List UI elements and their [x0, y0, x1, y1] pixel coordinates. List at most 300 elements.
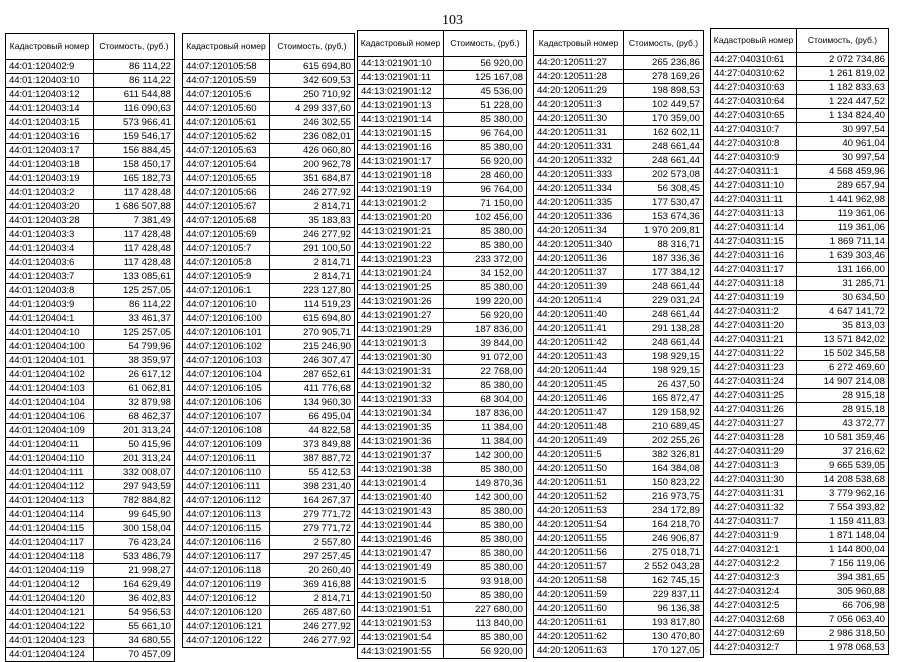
- cadastral-number: 44:01:120403:6: [6, 256, 94, 270]
- cadastral-number: 44:27:040311:14: [711, 221, 797, 235]
- cost-value: 68 304,00: [444, 393, 527, 407]
- table-row: [711, 165, 889, 179]
- cadastral-number: 44:13:021901:12: [358, 85, 444, 99]
- cost-value: 125 257,05: [94, 284, 175, 298]
- cadastral-number: 44:20:120511:60: [534, 602, 624, 616]
- table-row: [358, 281, 527, 295]
- cost-value: 297 257,45: [270, 550, 355, 564]
- cost-value: 291 100,50: [270, 242, 355, 256]
- table-body: [6, 60, 175, 662]
- cadastral-number: 44:01:120403:8: [6, 284, 94, 298]
- cadastral-number: 44:27:040311:24: [711, 375, 797, 389]
- cadastral-number: 44:01:120404:115: [6, 522, 94, 536]
- cadastral-number: 44:01:120404:123: [6, 634, 94, 648]
- table-row: [183, 130, 355, 144]
- cadastral-number: 44:13:021901:10: [358, 57, 444, 71]
- cost-value: 86 114,22: [94, 60, 175, 74]
- cost-value: 1 182 833,63: [797, 81, 889, 95]
- table-row: [534, 56, 704, 70]
- cost-value: 289 657,94: [797, 179, 889, 193]
- table-row: [358, 547, 527, 561]
- header-cost: Стоимость, (руб.): [444, 31, 527, 57]
- table-row: [534, 462, 704, 476]
- cost-value: 11 384,00: [444, 435, 527, 449]
- cost-value: 14 208 538,68: [797, 473, 889, 487]
- table-row: [534, 378, 704, 392]
- table-row: [358, 337, 527, 351]
- table-row: [534, 406, 704, 420]
- cadastral-number: 44:07:120105:63: [183, 144, 270, 158]
- cost-value: 30 997,54: [797, 123, 889, 137]
- cost-value: 32 879,98: [94, 396, 175, 410]
- cost-value: 85 380,00: [444, 589, 527, 603]
- table-row: [534, 476, 704, 490]
- cost-value: 2 814,71: [270, 256, 355, 270]
- table-row: [183, 396, 355, 410]
- cadastral-number: 44:27:040311:20: [711, 319, 797, 333]
- cadastral-number: 44:13:021901:55: [358, 645, 444, 659]
- header-cadastral-number: Кадастровый номер: [358, 31, 444, 57]
- table-row: [183, 312, 355, 326]
- cost-value: 10 581 359,46: [797, 431, 889, 445]
- table-row: [6, 550, 175, 564]
- cost-value: 34 152,00: [444, 267, 527, 281]
- cost-value: 227 680,00: [444, 603, 527, 617]
- cadastral-number: 44:01:120403:12: [6, 88, 94, 102]
- table-row: [534, 98, 704, 112]
- table-row: [534, 392, 704, 406]
- cadastral-number: 44:20:120511:335: [534, 196, 624, 210]
- cadastral-number: 44:13:021901:43: [358, 505, 444, 519]
- cadastral-number: 44:20:120511:45: [534, 378, 624, 392]
- cadastral-number: 44:20:120511:49: [534, 434, 624, 448]
- table-row: [358, 491, 527, 505]
- table-row: [183, 102, 355, 116]
- cost-value: 1 144 800,04: [797, 543, 889, 557]
- table-row: [183, 354, 355, 368]
- cadastral-number: 44:07:120106:115: [183, 522, 270, 536]
- cadastral-number: 44:13:021901:31: [358, 365, 444, 379]
- cost-value: 187 836,00: [444, 323, 527, 337]
- table-row: [183, 438, 355, 452]
- table-row: [358, 113, 527, 127]
- cadastral-number: 44:01:120404:122: [6, 620, 94, 634]
- cost-value: 102 449,57: [624, 98, 704, 112]
- table-row: [6, 438, 175, 452]
- table-row: [6, 144, 175, 158]
- cost-value: 4 647 141,72: [797, 305, 889, 319]
- table-row: [6, 298, 175, 312]
- cost-value: 229 837,11: [624, 588, 704, 602]
- table-row: [183, 214, 355, 228]
- cost-value: 246 302,55: [270, 116, 355, 130]
- cost-value: 149 870,36: [444, 477, 527, 491]
- cadastral-number: 44:27:040312:4: [711, 585, 797, 599]
- table-row: [6, 228, 175, 242]
- cost-value: 278 169,26: [624, 70, 704, 84]
- table-row: [711, 305, 889, 319]
- cadastral-number: 44:20:120511:42: [534, 336, 624, 350]
- cadastral-number: 44:07:120106:109: [183, 438, 270, 452]
- cadastral-number: 44:27:040311:31: [711, 487, 797, 501]
- cadastral-number: 44:01:120404:103: [6, 382, 94, 396]
- table-row: [6, 382, 175, 396]
- cadastral-number: 44:20:120511:4: [534, 294, 624, 308]
- cost-value: 215 246,90: [270, 340, 355, 354]
- cadastral-number: 44:20:120511:46: [534, 392, 624, 406]
- cadastral-number: 44:13:021901:47: [358, 547, 444, 561]
- cost-value: 28 915,18: [797, 403, 889, 417]
- cost-value: 234 172,89: [624, 504, 704, 518]
- table-row: [6, 116, 175, 130]
- cost-value: 1 871 148,04: [797, 529, 889, 543]
- cadastral-number: 44:20:120511:39: [534, 280, 624, 294]
- cadastral-number: 44:07:120105:60: [183, 102, 270, 116]
- cadastral-number: 44:27:040311:30: [711, 473, 797, 487]
- table-row: [711, 151, 889, 165]
- table-row: [358, 505, 527, 519]
- cadastral-number: 44:13:021901:53: [358, 617, 444, 631]
- cadastral-number: 44:13:021901:14: [358, 113, 444, 127]
- cadastral-number: 44:01:120403:10: [6, 74, 94, 88]
- table-row: [183, 172, 355, 186]
- table-row: [6, 508, 175, 522]
- cost-value: 246 277,92: [270, 228, 355, 242]
- cost-value: 68 462,37: [94, 410, 175, 424]
- cost-value: 71 150,00: [444, 197, 527, 211]
- table-row: [183, 634, 355, 648]
- table-row: [534, 322, 704, 336]
- table-row: [6, 186, 175, 200]
- cost-value: 35 813,03: [797, 319, 889, 333]
- cost-value: 56 920,00: [444, 155, 527, 169]
- table-row: [358, 519, 527, 533]
- cadastral-number: 44:13:021901:33: [358, 393, 444, 407]
- table-row: [711, 81, 889, 95]
- cadastral-number: 44:07:120106:119: [183, 578, 270, 592]
- cadastral-number: 44:01:120404:104: [6, 396, 94, 410]
- cadastral-number: 44:20:120511:63: [534, 644, 624, 658]
- table-row: [358, 631, 527, 645]
- cadastral-number: 44:13:021901:16: [358, 141, 444, 155]
- cost-value: 158 450,17: [94, 158, 175, 172]
- cadastral-number: 44:20:120511:37: [534, 266, 624, 280]
- cadastral-number: 44:01:120404:109: [6, 424, 94, 438]
- table-row: [6, 564, 175, 578]
- cadastral-number: 44:13:021901:26: [358, 295, 444, 309]
- table-row: [183, 480, 355, 494]
- table-body: [358, 57, 527, 659]
- table-row: [534, 112, 704, 126]
- table-row: [358, 71, 527, 85]
- cadastral-number: 44:27:040311:10: [711, 179, 797, 193]
- cost-value: 117 428,48: [94, 256, 175, 270]
- cadastral-number: 44:01:120404:10: [6, 326, 94, 340]
- table-row: [183, 340, 355, 354]
- cost-value: 305 960,88: [797, 585, 889, 599]
- cadastral-number: 44:07:120105:65: [183, 172, 270, 186]
- table-row: [534, 420, 704, 434]
- cost-value: 56 920,00: [444, 645, 527, 659]
- cost-value: 102 456,00: [444, 211, 527, 225]
- cadastral-number: 44:07:120106:12: [183, 592, 270, 606]
- table-row: [711, 487, 889, 501]
- cost-value: 2 986 318,50: [797, 627, 889, 641]
- cadastral-number: 44:27:040311:15: [711, 235, 797, 249]
- cost-value: 54 956,53: [94, 606, 175, 620]
- cost-value: 187 836,00: [444, 407, 527, 421]
- cost-value: 9 665 539,05: [797, 459, 889, 473]
- cadastral-number: 44:27:040311:27: [711, 417, 797, 431]
- cost-value: 35 183,83: [270, 214, 355, 228]
- table-row: [183, 382, 355, 396]
- table-row: [6, 200, 175, 214]
- cadastral-number: 44:01:120404:11: [6, 438, 94, 452]
- table-row: [6, 368, 175, 382]
- table-row: [711, 571, 889, 585]
- table-row: [358, 211, 527, 225]
- cadastral-number: 44:20:120511:334: [534, 182, 624, 196]
- cadastral-number: 44:20:120511:43: [534, 350, 624, 364]
- cost-value: 39 844,00: [444, 337, 527, 351]
- cost-value: 85 380,00: [444, 547, 527, 561]
- cost-value: 85 380,00: [444, 505, 527, 519]
- cost-value: 199 220,00: [444, 295, 527, 309]
- cadastral-number: 44:20:120511:62: [534, 630, 624, 644]
- cadastral-number: 44:07:120106:120: [183, 606, 270, 620]
- table-row: [534, 70, 704, 84]
- cost-value: 142 300,00: [444, 449, 527, 463]
- cost-value: 246 277,92: [270, 620, 355, 634]
- cost-value: 573 966,41: [94, 116, 175, 130]
- table-row: [6, 620, 175, 634]
- table-body: [183, 60, 355, 648]
- cadastral-number: 44:13:021901:46: [358, 533, 444, 547]
- cost-value: 279 771,72: [270, 522, 355, 536]
- table-row: [6, 410, 175, 424]
- cost-value: 70 457,09: [94, 648, 175, 662]
- cadastral-number: 44:07:120106:1: [183, 284, 270, 298]
- table-row: [534, 266, 704, 280]
- cost-value: 201 313,24: [94, 424, 175, 438]
- table-row: [183, 466, 355, 480]
- cadastral-number: 44:07:120105:7: [183, 242, 270, 256]
- table-row: [6, 102, 175, 116]
- cost-value: 45 536,00: [444, 85, 527, 99]
- cadastral-number: 44:13:021901:54: [358, 631, 444, 645]
- table-row: [534, 140, 704, 154]
- table-row: [358, 645, 527, 659]
- cost-value: 55 412,53: [270, 466, 355, 480]
- cadastral-number: 44:20:120511:47: [534, 406, 624, 420]
- table-row: [358, 155, 527, 169]
- table-row: [711, 389, 889, 403]
- table-row: [534, 616, 704, 630]
- cadastral-number: 44:01:120403:28: [6, 214, 94, 228]
- table-row: [711, 459, 889, 473]
- table-row: [6, 424, 175, 438]
- cost-value: 7 156 119,06: [797, 557, 889, 571]
- cost-value: 1 224 447,52: [797, 95, 889, 109]
- cost-value: 30 997,54: [797, 151, 889, 165]
- table-row: [358, 463, 527, 477]
- cost-value: 615 694,80: [270, 312, 355, 326]
- cadastral-number: 44:20:120511:53: [534, 504, 624, 518]
- cost-value: 246 307,47: [270, 354, 355, 368]
- cadastral-number: 44:01:120403:4: [6, 242, 94, 256]
- cadastral-number: 44:27:040311:19: [711, 291, 797, 305]
- cost-value: 1 970 209,81: [624, 224, 704, 238]
- cadastral-number: 44:01:120403:9: [6, 298, 94, 312]
- cost-value: 50 415,96: [94, 438, 175, 452]
- cost-value: 28 460,00: [444, 169, 527, 183]
- cadastral-number: 44:27:040311:29: [711, 445, 797, 459]
- table-body: [534, 56, 704, 658]
- cost-value: 55 661,10: [94, 620, 175, 634]
- cost-value: 216 973,75: [624, 490, 704, 504]
- cost-value: 40 961,04: [797, 137, 889, 151]
- table-row: [534, 252, 704, 266]
- cadastral-number: 44:01:120404:1: [6, 312, 94, 326]
- table-row: [6, 158, 175, 172]
- cadastral-number: 44:13:021901:50: [358, 589, 444, 603]
- table-row: [183, 200, 355, 214]
- cadastral-number: 44:07:120106:10: [183, 298, 270, 312]
- cost-value: 202 573,08: [624, 168, 704, 182]
- cost-value: 611 544,88: [94, 88, 175, 102]
- table-row: [358, 435, 527, 449]
- cadastral-number: 44:20:120511:52: [534, 490, 624, 504]
- table-row: [358, 449, 527, 463]
- cost-value: 165 182,73: [94, 172, 175, 186]
- cost-value: 7 381,49: [94, 214, 175, 228]
- table-row: [711, 277, 889, 291]
- table-row: [711, 543, 889, 557]
- table-row: [6, 452, 175, 466]
- cadastral-number: 44:13:021901:21: [358, 225, 444, 239]
- cost-value: 119 361,06: [797, 207, 889, 221]
- cost-value: 88 316,71: [624, 238, 704, 252]
- table-row: [711, 179, 889, 193]
- table-row: [711, 501, 889, 515]
- cost-value: 38 359,97: [94, 354, 175, 368]
- table-row: [183, 424, 355, 438]
- cadastral-table-4: [533, 30, 704, 658]
- table-row: [711, 67, 889, 81]
- cadastral-number: 44:07:120105:64: [183, 158, 270, 172]
- table-row: [6, 60, 175, 74]
- table-row: [6, 172, 175, 186]
- cost-value: 394 381,65: [797, 571, 889, 585]
- cadastral-number: 44:01:120403:17: [6, 144, 94, 158]
- cost-value: 76 423,24: [94, 536, 175, 550]
- cost-value: 15 502 345,58: [797, 347, 889, 361]
- cadastral-number: 44:13:021901:23: [358, 253, 444, 267]
- cost-value: 193 817,80: [624, 616, 704, 630]
- cadastral-number: 44:07:120106:101: [183, 326, 270, 340]
- cadastral-number: 44:07:120105:66: [183, 186, 270, 200]
- cadastral-number: 44:13:021901:40: [358, 491, 444, 505]
- cadastral-number: 44:20:120511:54: [534, 518, 624, 532]
- cadastral-number: 44:27:040311:13: [711, 207, 797, 221]
- cadastral-table-3: [357, 30, 527, 659]
- table-row: [534, 504, 704, 518]
- table-row: [6, 242, 175, 256]
- cost-value: 782 884,82: [94, 494, 175, 508]
- table-row: [534, 336, 704, 350]
- table-row: [358, 267, 527, 281]
- cadastral-number: 44:27:040311:26: [711, 403, 797, 417]
- cadastral-number: 44:27:040310:9: [711, 151, 797, 165]
- cadastral-number: 44:07:120106:117: [183, 550, 270, 564]
- cost-value: 1 159 411,83: [797, 515, 889, 529]
- cost-value: 125 167,08: [444, 71, 527, 85]
- table-row: [711, 109, 889, 123]
- table-row: [183, 508, 355, 522]
- cadastral-number: 44:07:120106:122: [183, 634, 270, 648]
- cadastral-number: 44:27:040311:7: [711, 515, 797, 529]
- table-row: [358, 197, 527, 211]
- cost-value: 270 905,71: [270, 326, 355, 340]
- cost-value: 20 260,40: [270, 564, 355, 578]
- cost-value: 398 231,40: [270, 480, 355, 494]
- cadastral-number: 44:07:120105:61: [183, 116, 270, 130]
- cadastral-number: 44:01:120403:3: [6, 228, 94, 242]
- cadastral-number: 44:13:021901:25: [358, 281, 444, 295]
- table-row: [711, 529, 889, 543]
- cost-value: 287 652,61: [270, 368, 355, 382]
- table-row: [6, 578, 175, 592]
- cost-value: 85 380,00: [444, 225, 527, 239]
- cadastral-number: 44:27:040311:1: [711, 165, 797, 179]
- cadastral-number: 44:20:120511:59: [534, 588, 624, 602]
- cadastral-number: 44:07:120106:102: [183, 340, 270, 354]
- table-row: [183, 256, 355, 270]
- cost-value: 85 380,00: [444, 631, 527, 645]
- cadastral-number: 44:27:040312:69: [711, 627, 797, 641]
- table-row: [534, 602, 704, 616]
- cadastral-number: 44:01:120404:102: [6, 368, 94, 382]
- table-row: [358, 379, 527, 393]
- cadastral-number: 44:27:040310:61: [711, 53, 797, 67]
- cadastral-number: 44:13:021901:49: [358, 561, 444, 575]
- cost-value: 22 768,00: [444, 365, 527, 379]
- table-row: [358, 575, 527, 589]
- table-row: [358, 141, 527, 155]
- cost-value: 86 114,22: [94, 74, 175, 88]
- cadastral-number: 44:13:021901:20: [358, 211, 444, 225]
- table-row: [534, 224, 704, 238]
- cadastral-number: 44:07:120106:107: [183, 410, 270, 424]
- cadastral-number: 44:07:120106:113: [183, 508, 270, 522]
- cost-value: 291 138,28: [624, 322, 704, 336]
- cost-value: 1 261 819,02: [797, 67, 889, 81]
- table-row: [534, 280, 704, 294]
- cadastral-number: 44:27:040311:3: [711, 459, 797, 473]
- table-row: [6, 130, 175, 144]
- table-row: [711, 375, 889, 389]
- cadastral-number: 44:07:120106:118: [183, 564, 270, 578]
- cost-value: 4 299 337,60: [270, 102, 355, 116]
- cadastral-number: 44:13:021901:3: [358, 337, 444, 351]
- cost-value: 248 661,44: [624, 336, 704, 350]
- cost-value: 56 920,00: [444, 309, 527, 323]
- table-row: [183, 536, 355, 550]
- cadastral-number: 44:27:040311:32: [711, 501, 797, 515]
- cadastral-number: 44:27:040311:9: [711, 529, 797, 543]
- table-row: [534, 532, 704, 546]
- cadastral-number: 44:27:040311:25: [711, 389, 797, 403]
